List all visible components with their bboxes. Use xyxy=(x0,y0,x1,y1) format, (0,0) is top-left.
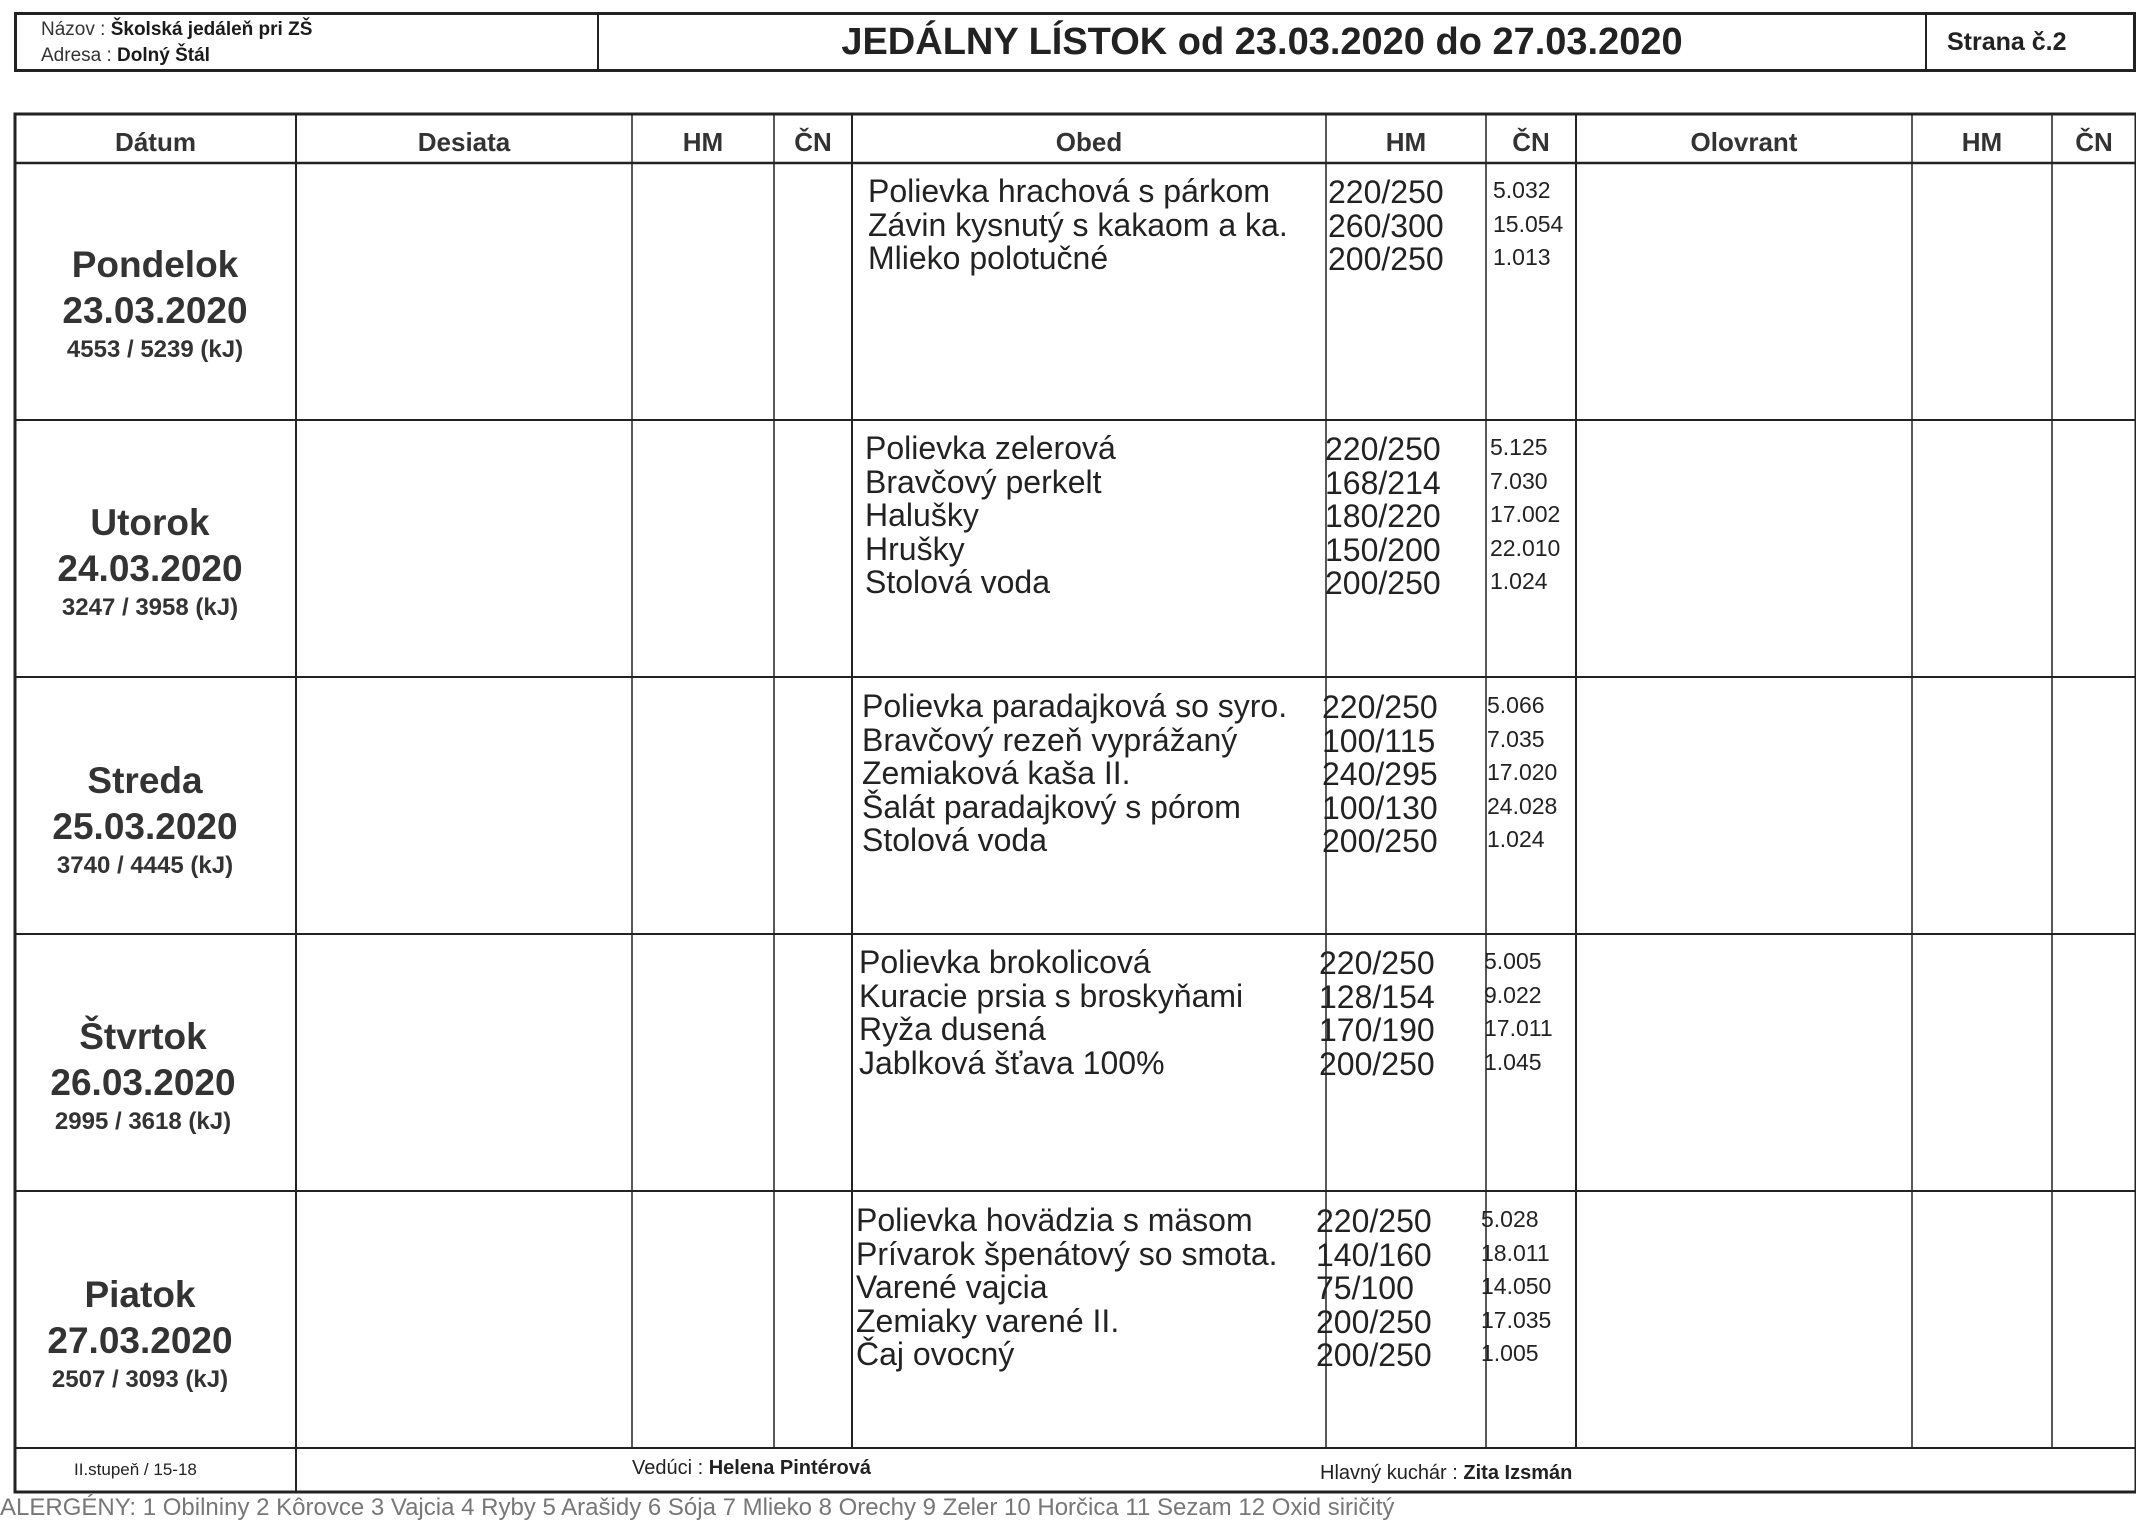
day-name: Štvrtok xyxy=(79,1016,207,1057)
lunch-dish: Stolová voda xyxy=(862,822,1048,858)
lunch-dish: Halušky xyxy=(865,497,979,533)
lunch-code-list xyxy=(1481,1203,1551,1371)
lunch-code: 24.028 xyxy=(1487,792,1558,819)
lunch-code: 5.032 xyxy=(1493,177,1551,203)
column-header-snack-hm: HM xyxy=(682,126,724,157)
lunch-portion: 200/250 xyxy=(1319,1045,1435,1082)
lunch-portion: 220/250 xyxy=(1325,431,1441,467)
day-name: Utorok xyxy=(90,502,210,543)
day-energy: 2507 / 3093 (kJ) xyxy=(51,1366,229,1393)
lunch-code: 17.035 xyxy=(1481,1306,1552,1333)
lunch-dish: Ryža dusená xyxy=(859,1011,1046,1047)
lunch-dish-list xyxy=(868,175,1288,276)
column-header-afternoon-cn: ČN xyxy=(2075,126,2113,157)
lunch-dish: Hrušky xyxy=(865,530,965,567)
lunch-dish-list xyxy=(859,946,1243,1080)
column-header-lunch-hm: HM xyxy=(1385,126,1427,157)
lunch-portion: 200/250 xyxy=(1322,823,1438,859)
lunch-portion: 128/154 xyxy=(1319,978,1435,1015)
lunch-code-list xyxy=(1484,945,1553,1079)
school-level: II.stupeň / 15-18 xyxy=(74,1460,197,1479)
column-header-afternoon: Olovrant xyxy=(1690,126,1798,157)
lunch-code: 5.066 xyxy=(1487,692,1545,718)
lunch-dish: Varené vajcia xyxy=(856,1269,1048,1305)
manager-name: Helena Pintérová xyxy=(708,1457,872,1479)
day-date: 24.03.2020 xyxy=(57,548,243,589)
allergen-legend: ALERGÉNY: 1 Obilniny 2 Kôrovce 3 Vajcia 4 Ryby 5 Arašidy 6 Sója 7 Mlieko 8 Orechy 9 Zeler 10 Horčica 11 Sezam 12 Oxid siričitý xyxy=(0,1494,1395,1521)
lunch-portion: 75/100 xyxy=(1316,1270,1414,1306)
lunch-dish: Bravčový rezeň vyprážaný xyxy=(862,721,1238,758)
lunch-portion: 200/250 xyxy=(1328,241,1444,277)
chef-label: Hlavný kuchár : xyxy=(1320,1462,1458,1484)
lunch-dish: Závin kysnutý s kakaom a ka. xyxy=(868,206,1288,243)
lunch-dish: Zemiaky varené II. xyxy=(856,1302,1120,1339)
lunch-code: 1.045 xyxy=(1484,1048,1542,1075)
lunch-code: 7.035 xyxy=(1487,725,1545,752)
column-header-lunch-cn: ČN xyxy=(1512,126,1550,157)
lunch-portion: 220/250 xyxy=(1319,945,1435,981)
lunch-dish: Polievka hrachová s párkom xyxy=(868,173,1270,209)
day-name: Pondelok xyxy=(71,244,239,285)
lunch-code: 14.050 xyxy=(1481,1273,1552,1299)
lunch-code: 5.125 xyxy=(1490,434,1548,460)
lunch-portion: 140/160 xyxy=(1316,1236,1432,1273)
day-energy: 2995 / 3618 (kJ) xyxy=(54,1108,232,1135)
address-label: Adresa : xyxy=(41,45,112,66)
lunch-dish: Polievka paradajková so syro. xyxy=(862,688,1288,724)
day-energy: 3740 / 4445 (kJ) xyxy=(56,852,234,879)
menu-title: JEDÁLNY LÍSTOK od 23.03.2020 do 27.03.2020 xyxy=(599,15,1927,69)
lunch-portion-list xyxy=(1322,691,1438,859)
lunch-portion: 170/190 xyxy=(1319,1012,1435,1048)
lunch-dish: Čaj ovocný xyxy=(856,1336,1015,1372)
lunch-dish-list xyxy=(862,690,1287,858)
day-energy: 4553 / 5239 (kJ) xyxy=(66,336,244,363)
lunch-portion-list xyxy=(1319,947,1435,1081)
lunch-dish-list xyxy=(865,432,1116,600)
lunch-code: 17.011 xyxy=(1484,1015,1553,1041)
lunch-dish: Polievka zelerová xyxy=(865,430,1116,466)
lunch-dish: Stolová voda xyxy=(865,564,1051,600)
day-date: 25.03.2020 xyxy=(52,806,238,847)
day-energy: 3247 / 3958 (kJ) xyxy=(61,594,239,621)
lunch-portion-list xyxy=(1325,433,1441,601)
lunch-portion-list xyxy=(1328,176,1444,277)
lunch-portion: 100/130 xyxy=(1322,789,1438,826)
lunch-code: 1.005 xyxy=(1481,1340,1539,1366)
lunch-dish-list xyxy=(856,1204,1278,1372)
organization-address: Dolný Štál xyxy=(117,45,210,66)
lunch-dish: Jablková šťava 100% xyxy=(859,1044,1165,1081)
day-date: 27.03.2020 xyxy=(47,1320,233,1361)
lunch-portion: 220/250 xyxy=(1322,689,1438,725)
organization-name: Školská jedáleň pri ZŠ xyxy=(110,19,313,40)
lunch-dish: Polievka hovädzia s mäsom xyxy=(856,1202,1253,1238)
day-date: 23.03.2020 xyxy=(62,290,248,331)
lunch-code-list xyxy=(1487,689,1557,857)
lunch-code: 22.010 xyxy=(1490,534,1561,561)
lunch-code: 5.005 xyxy=(1484,948,1542,974)
lunch-portion: 260/300 xyxy=(1328,207,1444,244)
lunch-code: 17.002 xyxy=(1490,501,1561,527)
lunch-code: 9.022 xyxy=(1484,981,1542,1008)
lunch-portion-list xyxy=(1316,1205,1432,1373)
day-name: Streda xyxy=(87,760,203,801)
page-number: Strana č.2 xyxy=(1947,27,2067,56)
lunch-dish: Zemiaková kaša II. xyxy=(862,755,1131,791)
lunch-dish: Kuracie prsia s broskyňami xyxy=(859,977,1244,1014)
lunch-code: 1.013 xyxy=(1493,244,1551,270)
lunch-dish: Polievka brokolicová xyxy=(859,944,1151,980)
column-header-snack: Desiata xyxy=(417,126,511,157)
column-header-afternoon-hm: HM xyxy=(1961,126,2003,157)
lunch-portion: 168/214 xyxy=(1325,464,1441,501)
lunch-code-list xyxy=(1490,431,1560,599)
lunch-code: 1.024 xyxy=(1487,826,1545,852)
chef-name: Zita Izsmán xyxy=(1463,1462,1573,1484)
chef-signature xyxy=(1320,1462,1572,1485)
column-header-snack-cn: ČN xyxy=(794,126,832,157)
lunch-portion: 240/295 xyxy=(1322,756,1438,792)
lunch-code: 18.011 xyxy=(1481,1239,1550,1266)
column-header-date: Dátum xyxy=(115,126,196,157)
manager-signature xyxy=(632,1457,871,1480)
manager-label: Vedúci : xyxy=(632,1457,704,1479)
lunch-code: 5.028 xyxy=(1481,1206,1539,1232)
lunch-dish: Bravčový perkelt xyxy=(865,463,1102,500)
lunch-code-list xyxy=(1493,174,1563,275)
lunch-code: 7.030 xyxy=(1490,467,1548,494)
lunch-portion: 100/115 xyxy=(1322,722,1436,759)
name-label: Názov : xyxy=(41,19,106,40)
lunch-dish: Mlieko polotučné xyxy=(868,240,1109,276)
lunch-dish: Šalát paradajkový s pórom xyxy=(862,788,1241,825)
lunch-code: 1.024 xyxy=(1490,568,1548,594)
lunch-code: 15.054 xyxy=(1493,210,1564,237)
column-header-lunch: Obed xyxy=(1055,126,1123,157)
lunch-portion: 200/250 xyxy=(1316,1303,1432,1340)
lunch-portion: 200/250 xyxy=(1325,565,1441,601)
lunch-portion: 150/200 xyxy=(1325,531,1441,568)
lunch-code: 17.020 xyxy=(1487,759,1558,785)
day-date: 26.03.2020 xyxy=(50,1062,236,1103)
lunch-dish: Prívarok špenátový so smota. xyxy=(856,1235,1278,1272)
lunch-portion: 220/250 xyxy=(1328,174,1444,210)
day-name: Piatok xyxy=(84,1274,196,1315)
lunch-portion: 220/250 xyxy=(1316,1203,1432,1239)
lunch-portion: 180/220 xyxy=(1325,498,1441,534)
lunch-portion: 200/250 xyxy=(1316,1337,1432,1373)
